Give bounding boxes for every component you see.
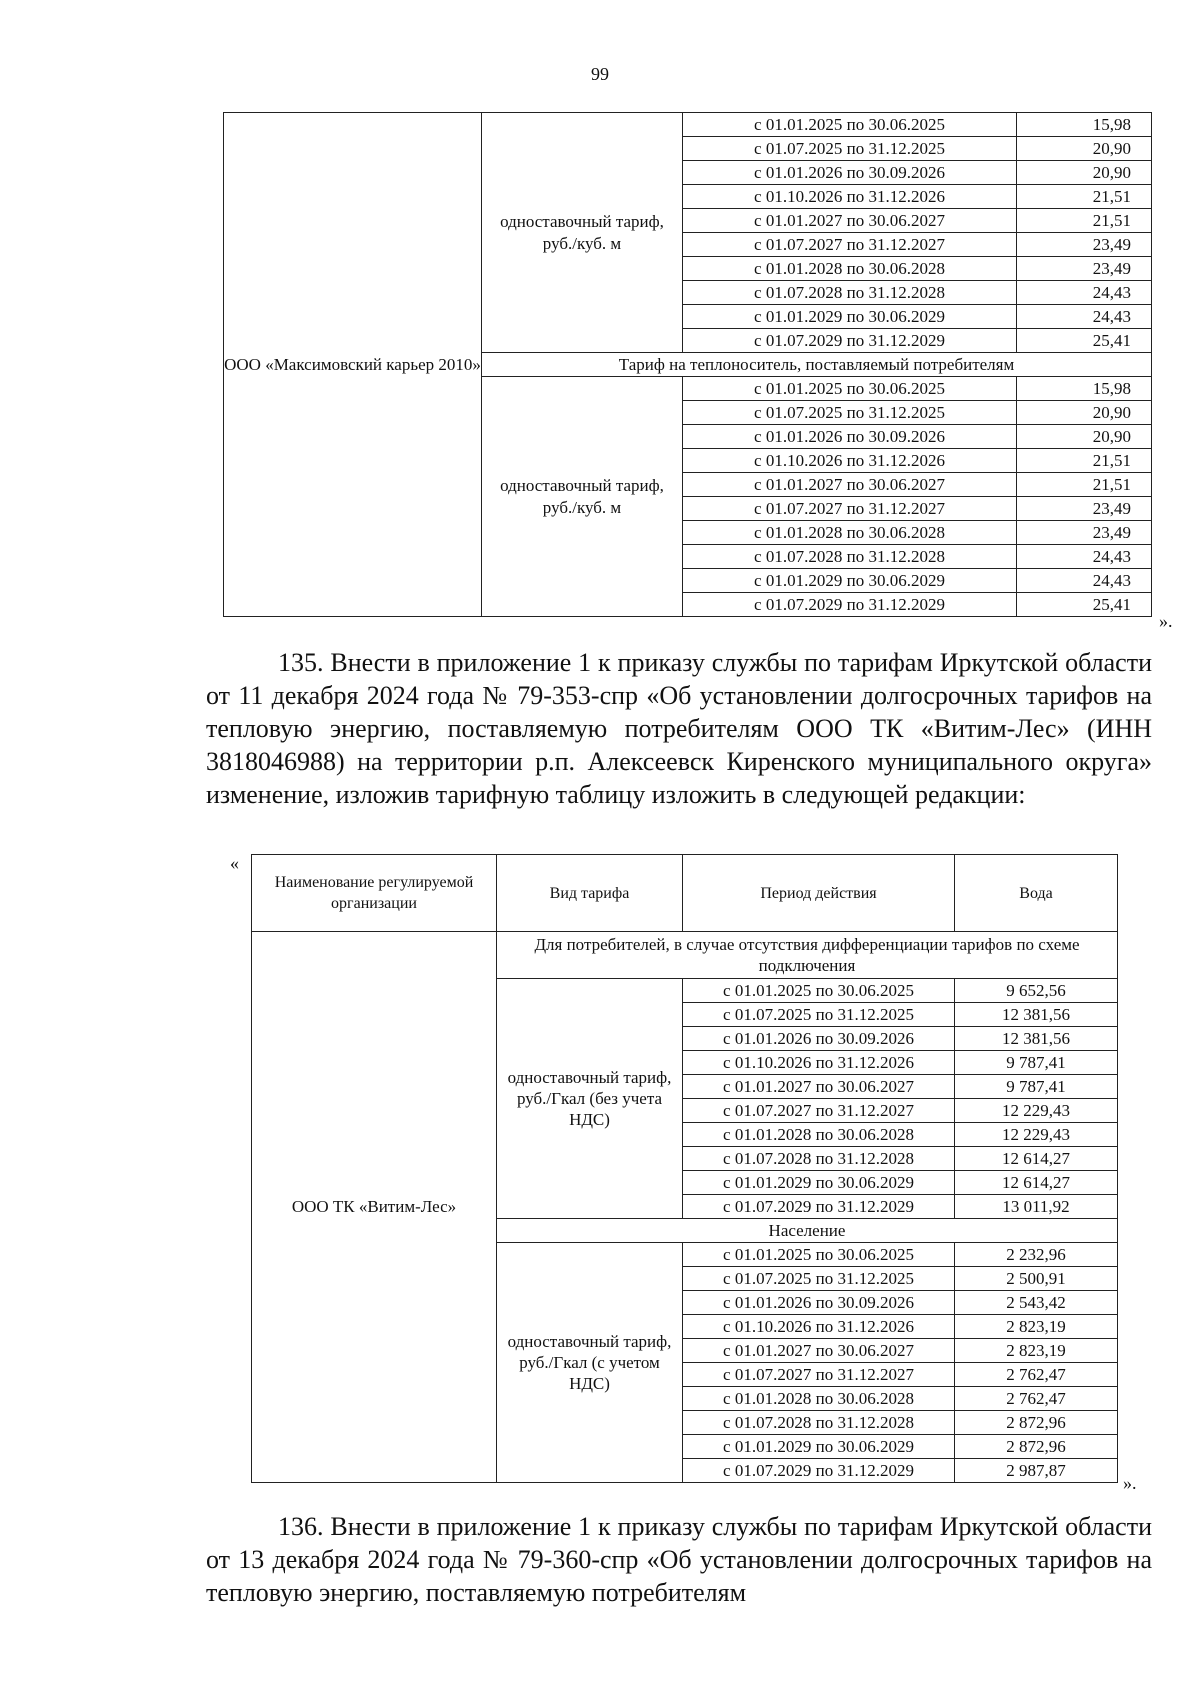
value-cell: 12 614,27 <box>955 1147 1118 1171</box>
period-cell: с 01.07.2029 по 31.12.2029 <box>683 1195 955 1219</box>
period-cell: с 01.10.2026 по 31.12.2026 <box>683 449 1017 473</box>
organization-cell: ООО «Максимовский карьер 2010» <box>224 113 482 617</box>
paragraph-135 <box>206 646 1152 846</box>
value-cell: 21,51 <box>1017 185 1152 209</box>
period-cell: с 01.07.2025 по 31.12.2025 <box>683 137 1017 161</box>
header-water: Вода <box>955 855 1118 932</box>
period-cell: с 01.10.2026 по 31.12.2026 <box>683 185 1017 209</box>
value-cell: 20,90 <box>1017 137 1152 161</box>
tariff-table-maksimovsky <box>223 112 1152 617</box>
value-cell: 12 614,27 <box>955 1171 1118 1195</box>
period-cell: с 01.01.2028 по 30.06.2028 <box>683 257 1017 281</box>
period-cell: с 01.01.2026 по 30.09.2026 <box>683 1291 955 1315</box>
tariff-type-cell: одноставочный тариф, руб./Гкал (без учета НДС) <box>497 979 683 1219</box>
period-cell: с 01.01.2029 по 30.06.2029 <box>683 569 1017 593</box>
value-cell: 9 787,41 <box>955 1075 1118 1099</box>
period-cell: с 01.07.2027 по 31.12.2027 <box>683 233 1017 257</box>
period-cell: с 01.07.2028 по 31.12.2028 <box>683 545 1017 569</box>
value-cell: 9 652,56 <box>955 979 1118 1003</box>
table-header-row <box>252 855 1118 932</box>
value-cell: 15,98 <box>1017 113 1152 137</box>
header-tariff-type: Вид тарифа <box>497 855 683 932</box>
period-cell: с 01.07.2028 по 31.12.2028 <box>683 281 1017 305</box>
value-cell: 23,49 <box>1017 233 1152 257</box>
value-cell: 12 381,56 <box>955 1003 1118 1027</box>
value-cell: 21,51 <box>1017 473 1152 497</box>
header-period: Период действия <box>683 855 955 932</box>
period-cell: с 01.07.2027 по 31.12.2027 <box>683 497 1017 521</box>
period-cell: с 01.01.2027 по 30.06.2027 <box>683 1339 955 1363</box>
value-cell: 21,51 <box>1017 209 1152 233</box>
period-cell: с 01.01.2029 по 30.06.2029 <box>683 1171 955 1195</box>
tariff-type-cell: одноставочный тариф, руб./куб. м <box>482 113 683 353</box>
value-cell: 12 229,43 <box>955 1099 1118 1123</box>
period-cell: с 01.01.2027 по 30.06.2027 <box>683 473 1017 497</box>
period-cell: с 01.01.2027 по 30.06.2027 <box>683 1075 955 1099</box>
value-cell: 2 500,91 <box>955 1267 1118 1291</box>
tariff-type-cell: одноставочный тариф, руб./Гкал (с учетом НДС) <box>497 1243 683 1483</box>
section-header: Для потребителей, в случае отсутствия дифференциации тарифов по схеме подключения <box>497 932 1118 979</box>
paragraph-135-text: 135. Внести в приложение 1 к приказу службы по тарифам Иркутской области от 11 декабря 2024 года № 79-353-спр «Об установлении долгосрочных тарифов на тепловую энергию, поставляемую потребителям ООО ТК «Витим-Лес» (ИНН 3818046988) на территории р.п. Алексеевск Киренского муниципального округа» изменение, изложив тарифную таблицу изложить в следующей редакции: <box>206 648 1152 809</box>
period-cell: с 01.01.2028 по 30.06.2028 <box>683 1123 955 1147</box>
value-cell: 2 823,19 <box>955 1315 1118 1339</box>
period-cell: с 01.07.2029 по 31.12.2029 <box>683 1459 955 1483</box>
value-cell: 20,90 <box>1017 401 1152 425</box>
section-header: Население <box>497 1219 1118 1243</box>
period-cell: с 01.10.2026 по 31.12.2026 <box>683 1315 955 1339</box>
value-cell: 25,41 <box>1017 593 1152 617</box>
period-cell: с 01.07.2028 по 31.12.2028 <box>683 1411 955 1435</box>
value-cell: 2 872,96 <box>955 1435 1118 1459</box>
value-cell: 23,49 <box>1017 521 1152 545</box>
period-cell: с 01.01.2025 по 30.06.2025 <box>683 113 1017 137</box>
period-cell: с 01.01.2026 по 30.09.2026 <box>683 1027 955 1051</box>
tariff-table-vitim-les <box>251 854 1118 1483</box>
period-cell: с 01.01.2025 по 30.06.2025 <box>683 979 955 1003</box>
organization-cell: ООО ТК «Витим-Лес» <box>252 932 497 1483</box>
period-cell: с 01.07.2028 по 31.12.2028 <box>683 1147 955 1171</box>
value-cell: 20,90 <box>1017 161 1152 185</box>
value-cell: 2 987,87 <box>955 1459 1118 1483</box>
value-cell: 23,49 <box>1017 257 1152 281</box>
period-cell: с 01.07.2027 по 31.12.2027 <box>683 1099 955 1123</box>
section-header: Тариф на теплоноситель, поставляемый потребителям <box>482 353 1152 377</box>
value-cell: 13 011,92 <box>955 1195 1118 1219</box>
value-cell: 2 823,19 <box>955 1339 1118 1363</box>
period-cell: с 01.07.2025 по 31.12.2025 <box>683 1267 955 1291</box>
paragraph-136-text: 136. Внести в приложение 1 к приказу службы по тарифам Иркутской области от 13 декабря 2024 года № 79-360-спр «Об установлении долгосрочных тарифов на тепловую энергию, поставляемую потребителям <box>206 1512 1152 1607</box>
period-cell: с 01.01.2026 по 30.09.2026 <box>683 161 1017 185</box>
closing-quote: ». <box>1159 611 1173 631</box>
value-cell: 15,98 <box>1017 377 1152 401</box>
period-cell: с 01.01.2025 по 30.06.2025 <box>683 377 1017 401</box>
value-cell: 24,43 <box>1017 569 1152 593</box>
value-cell: 20,90 <box>1017 425 1152 449</box>
value-cell: 2 762,47 <box>955 1363 1118 1387</box>
opening-quote: « <box>230 853 239 873</box>
page-number: 99 <box>591 64 609 84</box>
value-cell: 12 381,56 <box>955 1027 1118 1051</box>
tariff-type-cell: одноставочный тариф, руб./куб. м <box>482 377 683 617</box>
value-cell: 12 229,43 <box>955 1123 1118 1147</box>
value-cell: 25,41 <box>1017 329 1152 353</box>
period-cell: с 01.07.2027 по 31.12.2027 <box>683 1363 955 1387</box>
value-cell: 24,43 <box>1017 305 1152 329</box>
value-cell: 2 762,47 <box>955 1387 1118 1411</box>
paragraph-136 <box>206 1510 1152 1620</box>
period-cell: с 01.07.2029 по 31.12.2029 <box>683 329 1017 353</box>
value-cell: 23,49 <box>1017 497 1152 521</box>
table-row <box>224 113 1152 137</box>
header-organization: Наименование регулируемой организации <box>252 855 497 932</box>
value-cell: 2 543,42 <box>955 1291 1118 1315</box>
period-cell: с 01.01.2027 по 30.06.2027 <box>683 209 1017 233</box>
value-cell: 2 232,96 <box>955 1243 1118 1267</box>
period-cell: с 01.07.2025 по 31.12.2025 <box>683 401 1017 425</box>
value-cell: 21,51 <box>1017 449 1152 473</box>
period-cell: с 01.01.2025 по 30.06.2025 <box>683 1243 955 1267</box>
period-cell: с 01.01.2029 по 30.06.2029 <box>683 305 1017 329</box>
period-cell: с 01.10.2026 по 31.12.2026 <box>683 1051 955 1075</box>
period-cell: с 01.01.2028 по 30.06.2028 <box>683 521 1017 545</box>
value-cell: 2 872,96 <box>955 1411 1118 1435</box>
period-cell: с 01.01.2026 по 30.09.2026 <box>683 425 1017 449</box>
value-cell: 24,43 <box>1017 281 1152 305</box>
section-header-row <box>252 932 1118 979</box>
value-cell: 9 787,41 <box>955 1051 1118 1075</box>
period-cell: с 01.01.2028 по 30.06.2028 <box>683 1387 955 1411</box>
period-cell: с 01.01.2029 по 30.06.2029 <box>683 1435 955 1459</box>
value-cell: 24,43 <box>1017 545 1152 569</box>
closing-quote: ». <box>1123 1473 1137 1493</box>
period-cell: с 01.07.2025 по 31.12.2025 <box>683 1003 955 1027</box>
period-cell: с 01.07.2029 по 31.12.2029 <box>683 593 1017 617</box>
